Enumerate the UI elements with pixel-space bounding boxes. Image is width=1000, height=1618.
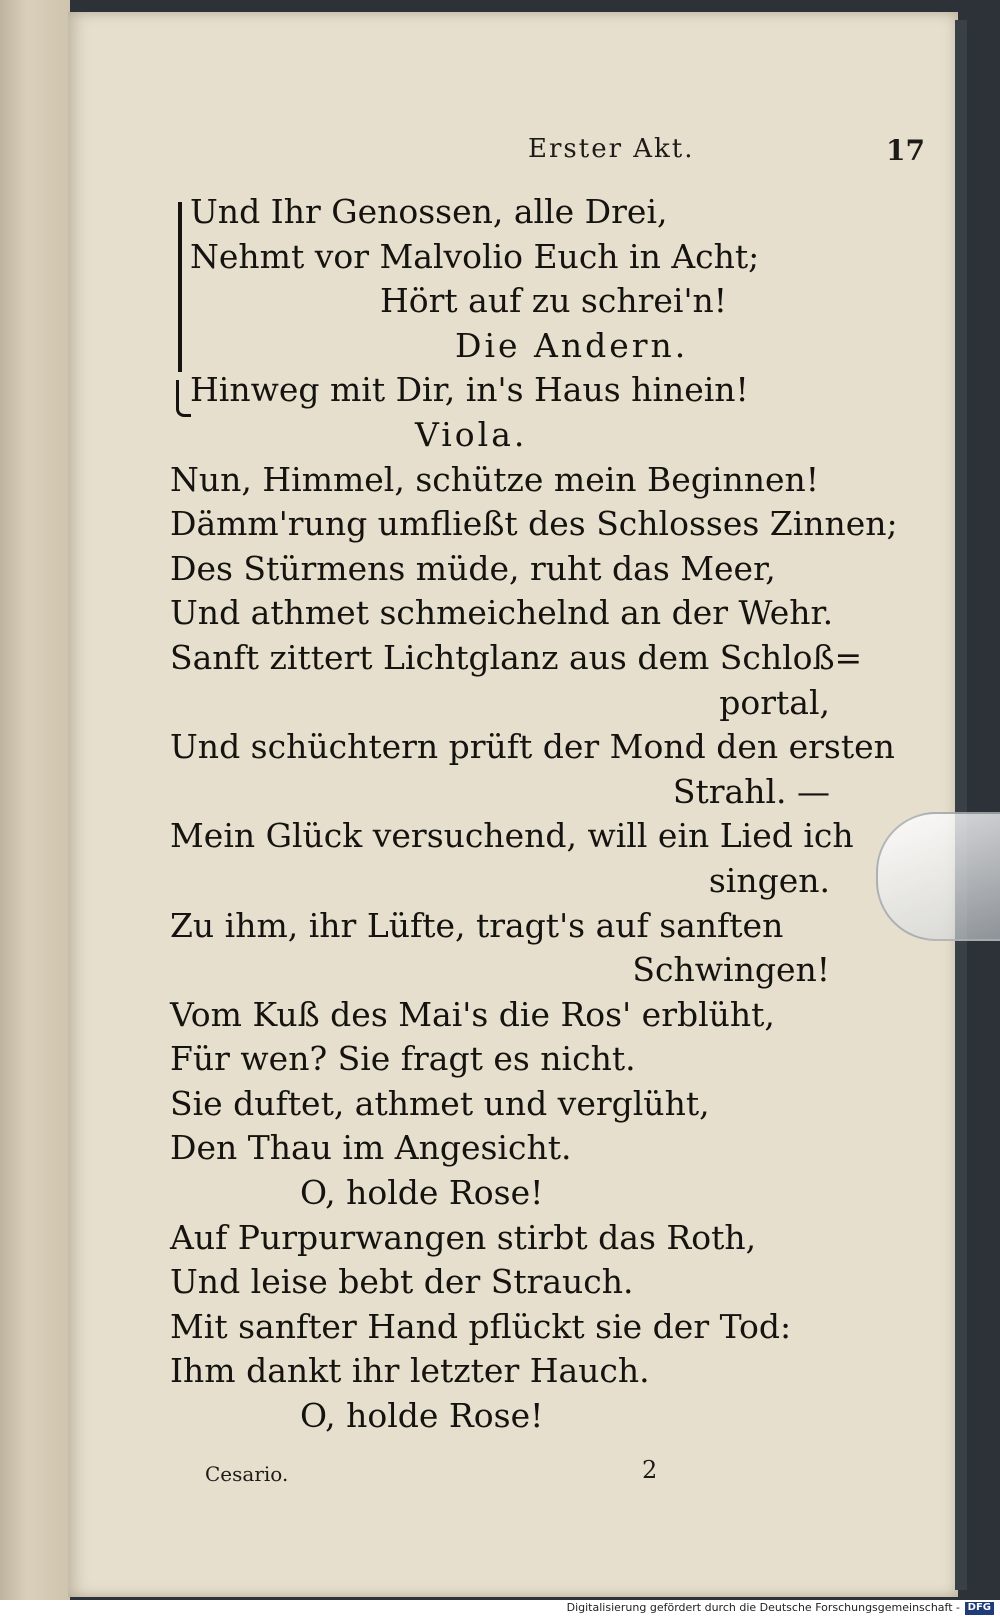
- verse-line: Auf Purpurwangen stirbt das Roth,: [170, 1217, 757, 1257]
- verse-line: Sie duftet, athmet und verglüht,: [170, 1083, 710, 1123]
- signature-mark: Cesario.: [205, 1462, 289, 1486]
- verse-line-continuation: singen.: [708, 860, 830, 900]
- verse-line: Nun, Himmel, schütze mein Beginnen!: [170, 459, 820, 499]
- verse-line: Nehmt vor Malvolio Euch in Acht;: [190, 236, 760, 276]
- dfg-logo: DFG: [965, 1602, 994, 1615]
- verse-line: Den Thau im Angesicht.: [170, 1128, 572, 1168]
- verse-line: Und schüchtern prüft der Mond den ersten: [170, 727, 895, 767]
- verse-line: Mit sanfter Hand pflückt sie der Tod:: [170, 1306, 792, 1346]
- speaker-label: Die Andern.: [455, 325, 689, 365]
- verse-block: [170, 190, 898, 1439]
- verse-line: Für wen? Sie fragt es nicht.: [170, 1039, 636, 1079]
- verse-line: Hinweg mit Dir, in's Haus hinein!: [190, 370, 749, 410]
- facing-page-edge: [0, 0, 70, 1600]
- page-edge: [955, 20, 967, 1590]
- verse-line: Vom Kuß des Mai's die Ros' erblüht,: [170, 994, 775, 1034]
- verse-line: Und Ihr Genossen, alle Drei,: [190, 192, 668, 231]
- verse-line: Zu ihm, ihr Lüfte, tragt's auf sanften: [170, 905, 784, 945]
- running-head: Erster Akt.: [528, 134, 695, 164]
- verse-line: Hört auf zu schrei'n!: [380, 281, 728, 321]
- verse-line: Und leise bebt der Strauch.: [170, 1262, 634, 1302]
- refrain-line: O, holde Rose!: [300, 1173, 544, 1213]
- credit-bar: [0, 1600, 1000, 1618]
- verse-line: Dämm'rung umfließt des Schlosses Zinnen;: [170, 504, 898, 544]
- sheet-number: 2: [642, 1456, 658, 1484]
- refrain-line: O, holde Rose!: [300, 1396, 544, 1436]
- verse-line: Und athmet schmeichelnd an der Wehr.: [170, 593, 834, 633]
- verse-line-continuation: portal,: [719, 682, 830, 722]
- verse-line: Des Stürmens müde, ruht das Meer,: [170, 548, 776, 588]
- speaker-label: Viola.: [415, 414, 528, 454]
- verse-line: Sanft zittert Lichtglanz aus dem Schloß=: [170, 637, 863, 677]
- verse-line: Ihm dankt ihr letzter Hauch.: [170, 1351, 650, 1391]
- page-clip: [876, 812, 1000, 941]
- credit-text: Digitalisierung gefördert durch die Deutsche Forschungsgemeinschaft -: [566, 1601, 960, 1614]
- page-number: 17: [886, 134, 925, 167]
- page-header: [68, 134, 958, 174]
- verse-line-continuation: Schwingen!: [632, 950, 830, 990]
- verse-line: Mein Glück versuchend, will ein Lied ich: [170, 816, 854, 856]
- verse-line-continuation: Strahl. —: [672, 771, 830, 811]
